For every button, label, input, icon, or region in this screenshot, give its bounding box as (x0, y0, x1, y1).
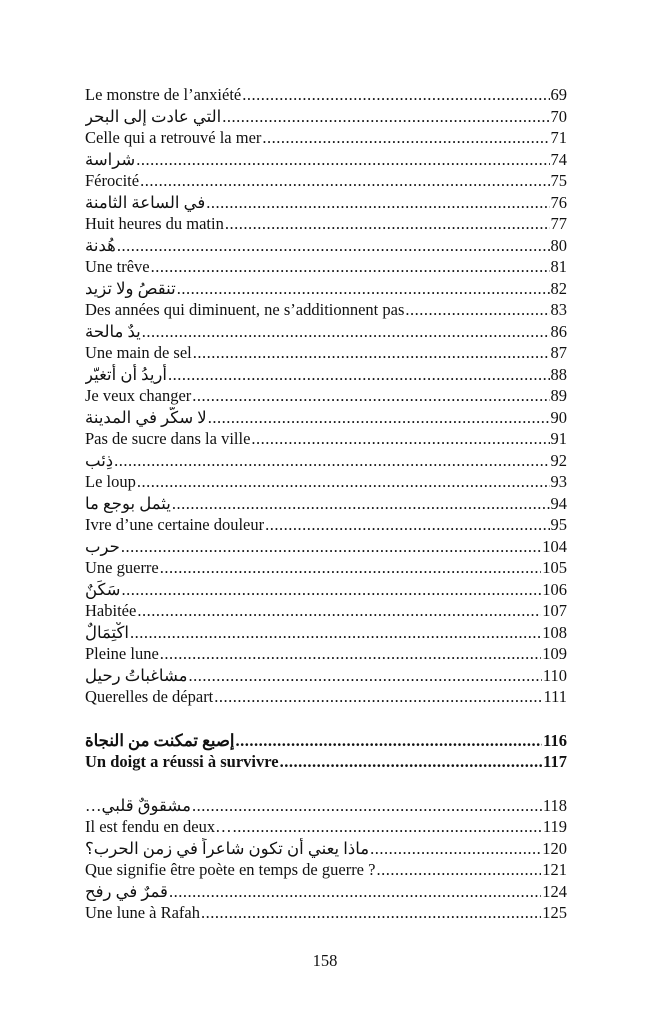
toc-entry-page: 90 (550, 407, 567, 427)
toc-entry-page: 125 (542, 903, 567, 922)
section-gap (85, 773, 567, 795)
toc-entry (85, 450, 567, 472)
toc-entry-page: 116 (543, 730, 567, 750)
toc-entry-page: 95 (550, 515, 567, 534)
toc-entry-page: 83 (550, 300, 567, 319)
toc-entry-title: مشقوقٌ قلبي… (85, 795, 191, 815)
dot-leader (233, 816, 542, 838)
dot-leader (262, 127, 549, 149)
toc-entry-title: سَكَنٌ (85, 579, 121, 599)
toc-entry-page: 124 (542, 881, 567, 901)
toc-entry-title: Une lune à Rafah (85, 903, 200, 922)
dot-leader (376, 859, 541, 881)
toc-entry-page: 105 (542, 558, 567, 577)
toc-entry-page: 87 (550, 343, 567, 362)
dot-leader (201, 902, 541, 924)
toc-entry-page: 108 (542, 622, 567, 642)
dot-leader (121, 536, 541, 558)
toc-entry-page: 109 (542, 644, 567, 663)
toc-entry-page: 76 (550, 192, 567, 212)
toc-entry (85, 84, 567, 106)
toc-entry-page: 104 (542, 536, 567, 556)
toc-entry-title: اكْتِمَالٌ (85, 622, 129, 642)
dot-leader (151, 256, 550, 278)
dot-leader (114, 450, 549, 472)
dot-leader (142, 321, 550, 343)
toc-entry-title: يدٌ مالحة (85, 321, 141, 341)
toc-entry (85, 127, 567, 149)
toc-entry (85, 579, 567, 601)
table-of-contents (85, 84, 567, 924)
toc-entry (85, 493, 567, 515)
toc-entry-page: 82 (550, 278, 567, 298)
toc-entry (85, 278, 567, 300)
page-number: 158 (312, 951, 338, 970)
toc-entry (85, 751, 567, 773)
toc-entry-title: Férocité (85, 171, 140, 190)
toc-entry-title: Huit heures du matin (85, 214, 224, 233)
toc-entry-title: ذِئب (85, 450, 114, 470)
toc-entry-page: 106 (542, 579, 567, 599)
toc-entry-page: 70 (550, 106, 567, 126)
toc-entry-page: 120 (542, 838, 567, 858)
toc-entry-title: Une trêve (85, 257, 150, 276)
toc-entry-page: 69 (550, 85, 567, 104)
toc-entry (85, 256, 567, 278)
toc-entry-page: 111 (543, 687, 567, 706)
dot-leader (168, 364, 550, 386)
toc-entry (85, 622, 567, 644)
toc-entry-title: Celle qui a retrouvé la mer (85, 128, 262, 147)
toc-entry-title: لا سكّر في المدينة (85, 407, 207, 427)
toc-entry-title: Ivre d’une certaine douleur (85, 515, 265, 534)
toc-entry-page: 81 (550, 257, 567, 276)
toc-entry-title: شراسة (85, 149, 136, 169)
dot-leader (140, 170, 549, 192)
toc-entry-page: 110 (542, 665, 567, 685)
dot-leader (117, 235, 550, 257)
dot-leader (192, 795, 542, 817)
dot-leader (251, 428, 549, 450)
toc-entry (85, 665, 567, 687)
toc-entry-page: 118 (542, 795, 567, 815)
toc-entry (85, 902, 567, 924)
toc-entry-page: 107 (542, 601, 567, 620)
toc-entry-page: 77 (550, 214, 567, 233)
toc-entry (85, 299, 567, 321)
toc-entry (85, 213, 567, 235)
toc-entry-title: حرب (85, 536, 120, 556)
toc-entry (85, 838, 567, 860)
toc-entry-page: 121 (542, 860, 567, 879)
dot-leader (370, 838, 541, 860)
toc-entry-title: ماذا يعني أن تكون شاعراً في زمن الحرب؟ (85, 838, 370, 858)
toc-entry (85, 643, 567, 665)
dot-leader (208, 407, 550, 429)
toc-entry (85, 816, 567, 838)
toc-entry-page: 80 (550, 235, 567, 255)
toc-entry-title: التي عادت إلى البحر (85, 106, 222, 126)
toc-entry (85, 686, 567, 708)
toc-entry-title: مشاغباتُ رحيل (85, 665, 188, 685)
toc-entry (85, 428, 567, 450)
toc-entry-page: 86 (550, 321, 567, 341)
toc-entry-page: 93 (550, 472, 567, 491)
toc-entry-page: 75 (550, 171, 567, 190)
toc-entry (85, 385, 567, 407)
dot-leader (137, 471, 550, 493)
dot-leader (160, 557, 541, 579)
dot-leader (169, 881, 541, 903)
dot-leader (206, 192, 549, 214)
dot-leader (137, 600, 541, 622)
section-gap (85, 708, 567, 730)
toc-entry-title: Il est fendu en deux… (85, 817, 232, 836)
toc-entry-title: Habitée (85, 601, 137, 620)
toc-entry-page: 89 (550, 386, 567, 405)
toc-entry-title: Le loup (85, 472, 136, 491)
dot-leader (122, 579, 542, 601)
dot-leader (242, 84, 549, 106)
toc-entry-page: 94 (550, 493, 567, 513)
toc-entry-title: يثمل بوجع ما (85, 493, 171, 513)
toc-entry (85, 536, 567, 558)
dot-leader (265, 514, 549, 536)
toc-entry (85, 106, 567, 128)
toc-entry-title: Des années qui diminuent, ne s’additionnent pas (85, 300, 405, 319)
toc-entry-title: Pleine lune (85, 644, 159, 663)
toc-entry-title: Je veux changer (85, 386, 192, 405)
dot-leader (192, 385, 549, 407)
toc-entry (85, 192, 567, 214)
toc-entry-title: Pas de sucre dans la ville (85, 429, 251, 448)
toc-entry-title: في الساعة الثامنة (85, 192, 206, 212)
dot-leader (214, 686, 542, 708)
toc-entry-page: 117 (543, 752, 567, 771)
toc-entry-title: هُدنة (85, 235, 116, 255)
toc-entry (85, 859, 567, 881)
toc-entry-page: 119 (542, 817, 567, 836)
dot-leader (189, 665, 542, 687)
toc-entry-title: Une guerre (85, 558, 159, 577)
toc-entry-title: Une main de sel (85, 343, 192, 362)
dot-leader (222, 106, 549, 128)
toc-entry-title: Le monstre de l’anxiété (85, 85, 242, 104)
dot-leader (405, 299, 549, 321)
toc-entry (85, 342, 567, 364)
toc-entry (85, 600, 567, 622)
dot-leader (160, 643, 541, 665)
toc-entry-page: 74 (550, 149, 567, 169)
toc-entry (85, 321, 567, 343)
toc-entry-title: Un doigt a réussi à survivre (85, 752, 279, 771)
toc-entry-page: 91 (550, 429, 567, 448)
toc-entry-title: تنقصُ ولا تزيد (85, 278, 176, 298)
toc-entry-page: 71 (550, 128, 567, 147)
toc-entry (85, 881, 567, 903)
toc-entry (85, 235, 567, 257)
toc-entry (85, 407, 567, 429)
dot-leader (225, 213, 550, 235)
dot-leader (193, 342, 550, 364)
dot-leader (130, 622, 541, 644)
toc-entry (85, 557, 567, 579)
toc-entry (85, 149, 567, 171)
toc-entry (85, 730, 567, 752)
toc-entry-page: 88 (550, 364, 567, 384)
toc-entry-title: إصبع تمكنت من النجاة (85, 730, 235, 750)
dot-leader (235, 730, 542, 752)
toc-entry (85, 514, 567, 536)
dot-leader (172, 493, 550, 515)
dot-leader (280, 751, 543, 773)
toc-entry-title: أريدُ أن أتغيّر (85, 364, 167, 384)
toc-entry (85, 471, 567, 493)
toc-entry (85, 364, 567, 386)
toc-entry-page: 92 (550, 450, 567, 470)
toc-entry (85, 170, 567, 192)
toc-entry-title: Que signifie être poète en temps de guerre ? (85, 860, 376, 879)
dot-leader (177, 278, 550, 300)
toc-entry-title: قمرٌ في رفح (85, 881, 168, 901)
dot-leader (136, 149, 549, 171)
toc-entry-title: Querelles de départ (85, 687, 214, 706)
toc-entry (85, 795, 567, 817)
